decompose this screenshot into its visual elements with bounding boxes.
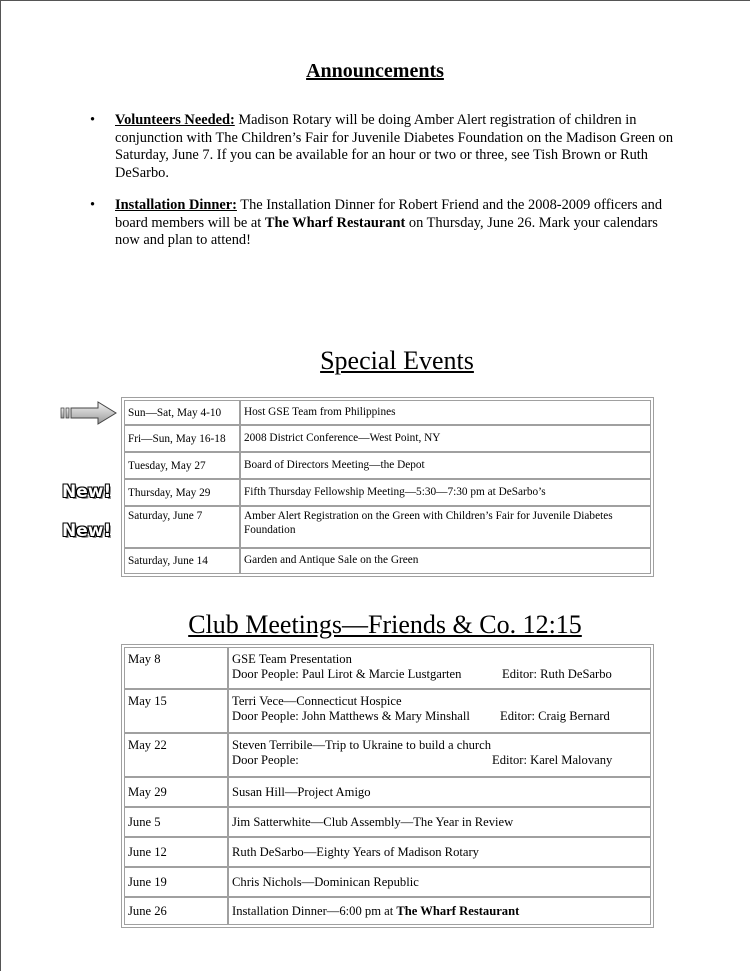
meeting-door-people-line: [232, 667, 647, 682]
bullet: •: [90, 197, 96, 213]
event-date: Fri—Sun, May 16-18: [124, 425, 240, 452]
meeting-date: May 29: [124, 777, 228, 807]
page-border-top: [0, 0, 750, 1]
event-date: Saturday, June 7: [124, 506, 240, 548]
event-date: Sun—Sat, May 4-10: [124, 400, 240, 425]
announcement-text: Madison Rotary will be doing Amber Alert registration of children in conjunction with The Children’s Fair for Juvenile Diabetes Foundation on the Madison Green on Saturday, June 7. If you can be available for an hour or two or three, see Tish Brown or Ruth DeSarbo.: [115, 112, 674, 181]
announcement-text: on Thursday, June 26. Mark your calendars now and plan to attend!: [115, 214, 658, 248]
announcement-text: The Installation Dinner for Robert Friend and the 2008-2009 officers and board members will be at: [115, 197, 663, 231]
meeting-date: June 5: [124, 807, 228, 837]
table-row: [124, 807, 651, 837]
table-row: [124, 733, 651, 777]
table-row: [124, 689, 651, 733]
meeting-topic: Chris Nichols—Dominican Republic: [228, 867, 651, 897]
meeting-door-people: Door People: John Matthews & Mary Minshall: [232, 709, 470, 723]
table-row: [124, 506, 651, 548]
arrow-right-icon: [60, 401, 118, 425]
meeting-details: [228, 647, 651, 689]
table-row: [124, 647, 651, 689]
meeting-topic: Steven Terribile—Trip to Ukraine to build a church: [232, 738, 491, 752]
event-description: Board of Directors Meeting—the Depot: [240, 452, 651, 479]
table-row: [124, 867, 651, 897]
table-row: [124, 777, 651, 807]
announcement-item: [90, 197, 680, 250]
meeting-date: May 8: [124, 647, 228, 689]
event-description: Amber Alert Registration on the Green with Children’s Fair for Juvenile Diabetes Foundation: [240, 506, 651, 548]
meeting-date: June 19: [124, 867, 228, 897]
table-row: [124, 897, 651, 925]
meeting-date: May 22: [124, 733, 228, 777]
event-date: Saturday, June 14: [124, 548, 240, 574]
meeting-editor: Editor: Karel Malovany: [492, 753, 613, 767]
meeting-topic: Installation Dinner—6:00 pm at: [232, 903, 397, 918]
table-row: [124, 548, 651, 574]
meeting-topic: Jim Satterwhite—Club Assembly—The Year in Review: [228, 807, 651, 837]
table-row: [124, 452, 651, 479]
meeting-door-people: Door People:: [232, 753, 299, 767]
meeting-details: [228, 689, 651, 733]
bullet: •: [90, 112, 96, 128]
event-date: Tuesday, May 27: [124, 452, 240, 479]
event-date: Thursday, May 29: [124, 479, 240, 506]
meeting-door-people-line: [232, 709, 647, 724]
event-description: Host GSE Team from Philippines: [240, 400, 651, 425]
meeting-topic: Susan Hill—Project Amigo: [228, 777, 651, 807]
announcement-venue: The Wharf Restaurant: [264, 214, 406, 231]
meeting-topic: Terri Vece—Connecticut Hospice: [232, 694, 402, 708]
page-border-left: [0, 0, 1, 971]
announcement-label: Volunteers Needed:: [115, 112, 235, 128]
club-meetings-title: Club Meetings—Friends & Co. 12:15: [188, 610, 582, 639]
club-meetings-table: [121, 644, 654, 928]
meeting-topic: Ruth DeSarbo—Eighty Years of Madison Rotary: [228, 837, 651, 867]
special-events-title: Special Events: [320, 346, 474, 375]
meeting-details: [228, 897, 651, 925]
table-row: [124, 837, 651, 867]
event-description: Garden and Antique Sale on the Green: [240, 548, 651, 574]
new-badge: New!: [62, 521, 112, 541]
special-events-table: [121, 397, 654, 577]
table-row: [124, 400, 651, 425]
meeting-date: June 26: [124, 897, 228, 925]
meeting-date: May 15: [124, 689, 228, 733]
meeting-details: [228, 733, 651, 777]
announcements-title: Announcements: [306, 60, 444, 82]
meeting-editor: Editor: Ruth DeSarbo: [502, 667, 612, 681]
meeting-editor: Editor: Craig Bernard: [500, 709, 610, 723]
meeting-door-people: Door People: Paul Lirot & Marcie Lustgarten: [232, 667, 462, 681]
meeting-date: June 12: [124, 837, 228, 867]
meeting-door-people-line: [232, 753, 647, 768]
event-description: 2008 District Conference—West Point, NY: [240, 425, 651, 452]
table-row: [124, 479, 651, 506]
table-row: [124, 425, 651, 452]
meeting-topic: GSE Team Presentation: [232, 652, 352, 666]
announcement-label: Installation Dinner:: [115, 197, 237, 213]
event-description: Fifth Thursday Fellowship Meeting—5:30—7:30 pm at DeSarbo’s: [240, 479, 651, 506]
new-badge: New!: [62, 482, 112, 502]
meeting-venue: The Wharf Restaurant: [396, 903, 520, 918]
announcement-item: [90, 112, 680, 182]
